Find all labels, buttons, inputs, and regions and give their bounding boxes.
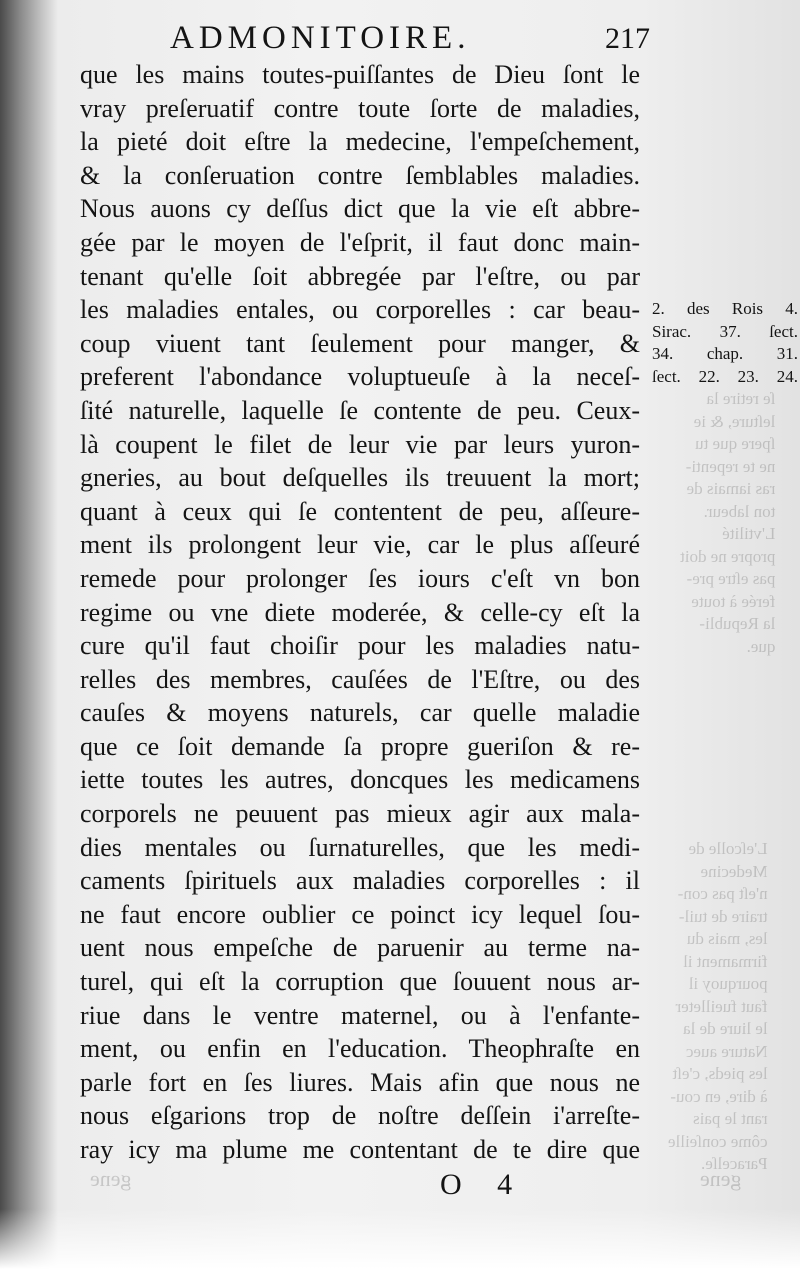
bleed-through-note-bottom: L'eſcolle de Medecine n'eſt pas con- traire de tuil- les, mais du firmament il pourquoy il faut fueilleter le liure de la Nature auec les pieds, c'eſt à dire, en cou- rant le pais côme conſeille Paracelſe. bbox=[668, 839, 768, 1173]
bottom-fade bbox=[0, 1209, 800, 1269]
text-line: Nous auons cy deſſus dict que la vie eſt abbre- bbox=[80, 194, 640, 224]
text-line: uent nous empeſche de paruenir au terme na- bbox=[80, 933, 640, 963]
signature-mark: O 4 bbox=[440, 1168, 527, 1201]
margin-note-line: 2. des Rois 4. bbox=[652, 299, 798, 318]
text-line: remede pour prolonger ſes iours c'eſt vn bon bbox=[80, 563, 640, 593]
text-line: que les mains toutes-puiſſantes de Dieu ſont le bbox=[80, 60, 640, 89]
text-line: les maladies entales, ou corporelles : car beau- bbox=[80, 295, 640, 325]
text-line: gée par le moyen de l'eſprit, il faut donc main- bbox=[80, 227, 640, 257]
text-line: caments ſpirituels aux maladies corporelles : il bbox=[80, 866, 640, 896]
text-line: ment ils prolongent leur vie, car le plus aſſeuré bbox=[80, 530, 640, 560]
running-title: ADMONITOIRE. bbox=[170, 20, 471, 56]
page-number: 217 bbox=[605, 22, 650, 55]
body-text bbox=[80, 58, 640, 1167]
text-line: nous eſgarions trop de noſtre deſſein i'arreſte- bbox=[80, 1101, 640, 1131]
text-line: corporels ne peuuent pas mieux agir aux mala- bbox=[80, 799, 640, 829]
margin-note-line: 34. chap. 31. bbox=[652, 344, 798, 363]
text-line: ray icy ma plume me contentant de te dire que bbox=[80, 1135, 640, 1164]
text-line: coup viuent tant ſeulement pour manger, & bbox=[80, 328, 640, 358]
margin-note bbox=[652, 298, 798, 388]
text-line: relles des membres, cauſées de l'Eſtre, ou des bbox=[80, 664, 640, 694]
binding-shadow bbox=[0, 0, 58, 1269]
text-line: ne faut encore oublier ce poinct icy lequel ſou- bbox=[80, 899, 640, 929]
text-line: preferent l'abondance voluptueuſe à la neceſ- bbox=[80, 362, 640, 392]
text-line: parle fort en ſes liures. Mais afin que nous ne bbox=[80, 1067, 640, 1097]
text-line: iette toutes les autres, doncques les medicamens bbox=[80, 765, 640, 795]
text-line: là coupent le filet de leur vie par leurs yuron- bbox=[80, 429, 640, 459]
text-line: vray preſeruatif contre toute ſorte de maladies, bbox=[80, 93, 640, 123]
text-line: ſité naturelle, laquelle ſe contente de peu. Ceux- bbox=[80, 395, 640, 425]
text-line: riue dans le ventre maternel, ou à l'enfante- bbox=[80, 1000, 640, 1030]
bleed-through-footer-right: gene bbox=[700, 1166, 742, 1191]
text-line: gneries, au bout deſquelles ils treuuent la mort; bbox=[80, 463, 640, 493]
text-line: la pieté doit eſtre la medecine, l'empeſchement, bbox=[80, 127, 640, 157]
text-line: regime ou vne diete moderée, & celle-cy eſt la bbox=[80, 597, 640, 627]
text-line: tenant qu'elle ſoit abbregée par l'eſtre, ou par bbox=[80, 261, 640, 291]
text-line: cauſes & moyens naturels, car quelle maladie bbox=[80, 698, 640, 728]
text-line: cure qu'il faut choiſir pour les maladies natu- bbox=[80, 631, 640, 661]
margin-note-line: Sirac. 37. ſect. bbox=[652, 321, 798, 341]
text-line: quant à ceux qui ſe contentent de peu, aſſeure- bbox=[80, 496, 640, 526]
bleed-through-note-top: ſe retire la leſture, & ie ſpere que tu ne te repenti- ras iamais de ton labeur. L'vtilité propre ne doit pas eſtre pre- ferée à toute la Republi- que. bbox=[680, 389, 776, 656]
text-line: dies mentales ou ſurnaturelles, que les medi- bbox=[80, 832, 640, 862]
margin-note-line: ſect. 22. 23. 24. bbox=[652, 366, 798, 386]
bleed-through-footer-left: gene bbox=[90, 1166, 132, 1191]
text-line: ment, ou enfin en l'education. Theophraſte en bbox=[80, 1034, 640, 1064]
text-line: & la conſeruation contre ſemblables maladies. bbox=[80, 160, 640, 190]
text-line: que ce ſoit demande ſa propre gueriſon & re- bbox=[80, 731, 640, 761]
text-line: turel, qui eſt la corruption que ſouuent nous ar- bbox=[80, 967, 640, 997]
